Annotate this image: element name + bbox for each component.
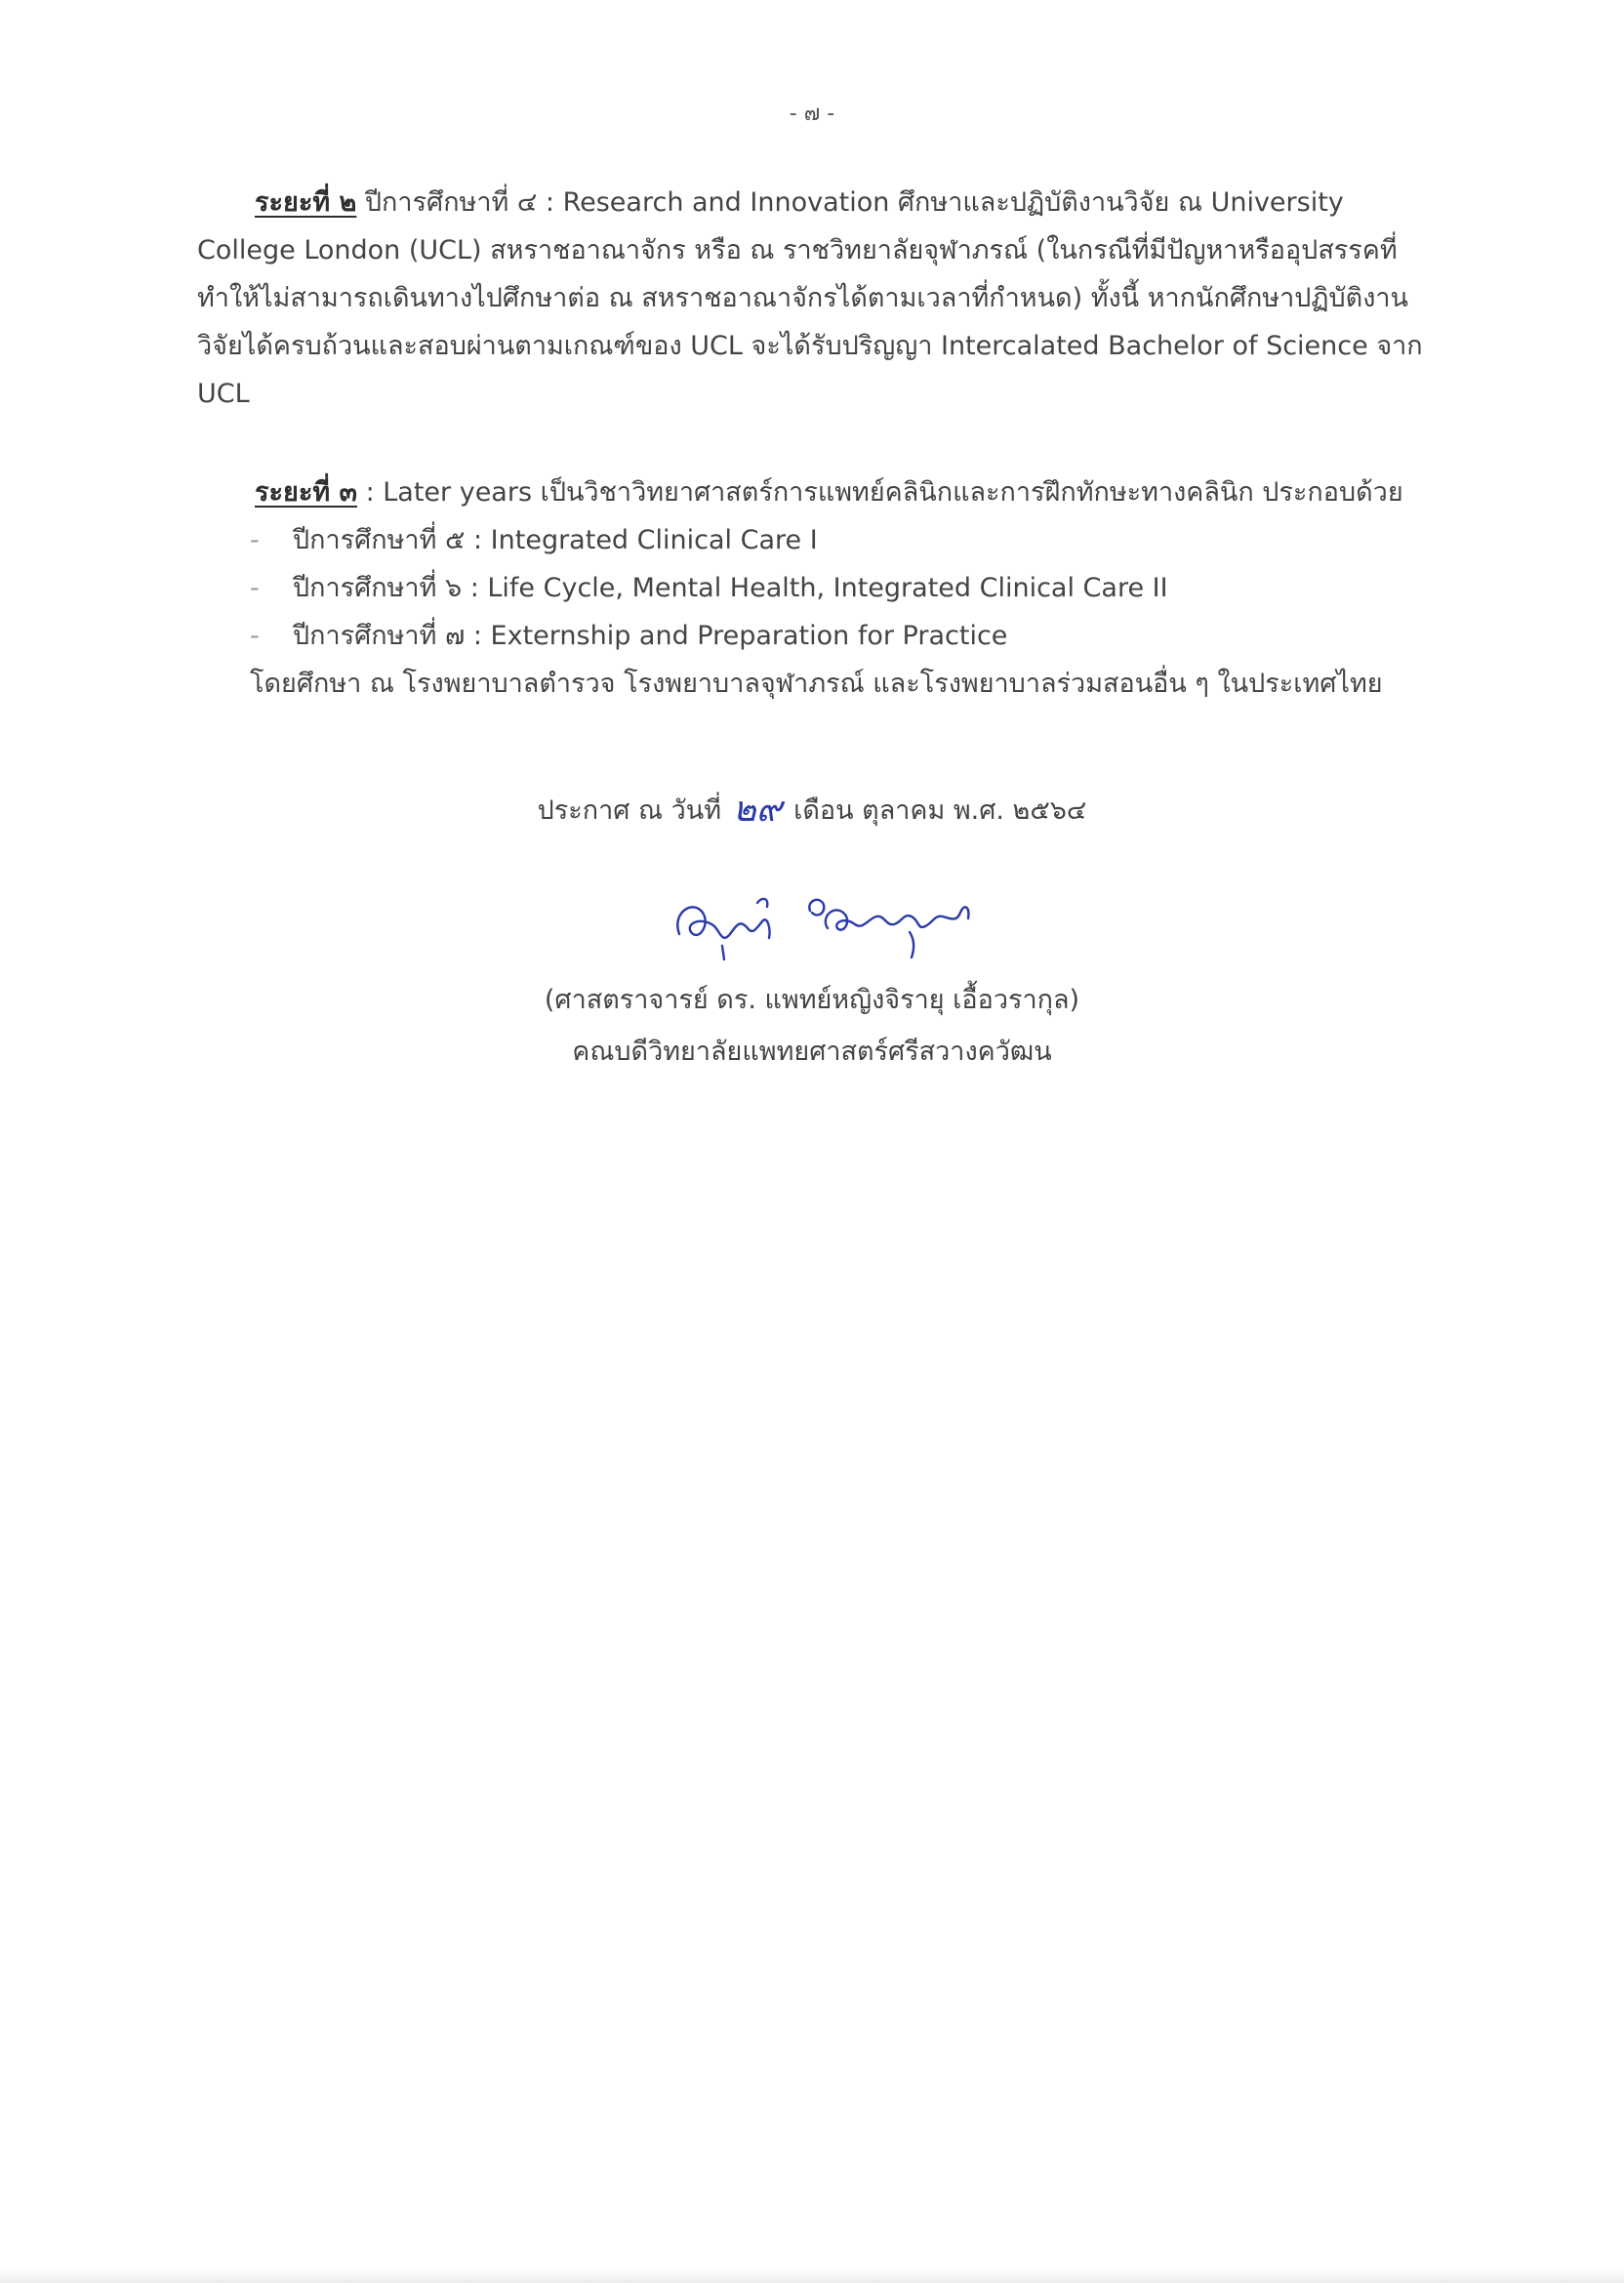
section-2-paragraph xyxy=(197,179,1448,418)
announcement-prefix: ประกาศ ณ วันที่ xyxy=(537,795,722,826)
announcement-date xyxy=(0,781,1624,836)
study-location-line: โดยศึกษา ณ โรงพยาบาลตำรวจ โรงพยาบาลจุฬาภรณ์ และโรงพยาบาลร่วมสอนอื่น ๆ ในประเทศไทย xyxy=(250,669,1383,699)
section-3-text: : Later years เป็นวิชาวิทยาศาสตร์การแพทย์คลินิกและการฝึกทักษะทางคลินิก ประกอบด้วย xyxy=(356,477,1403,508)
section-3-paragraph xyxy=(197,469,1448,516)
list-item: - ปีการศึกษาที่ ๕ : Integrated Clinical Care I xyxy=(250,516,1168,564)
list-item: - ปีการศึกษาที่ ๖ : Life Cycle, Mental Health, Integrated Clinical Care II xyxy=(250,564,1168,612)
signatory-title: คณบดีวิทยาลัยแพทยศาสตร์ศรีสวางควัฒน xyxy=(572,1037,1052,1067)
dash-bullet-icon: - xyxy=(250,525,260,555)
page-number: - ๗ - xyxy=(789,102,835,126)
section-2-text: ปีการศึกษาที่ ๔ : Research and Innovation ศึกษาและปฏิบัติงานวิจัย ณ University College London (UCL) สหราชอาณาจักร หรือ ณ ราชวิทยาลัยจุฬาภรณ์ (ในกรณีที่มีปัญหาหรืออุปสรรคที่ทำให้ไม่สามารถเดินทางไปศึกษาต่อ ณ สหราชอาณาจักรได้ตามเวลาที่กำหนด) ทั้งนี้ หากนักศึกษาปฏิบัติงานวิจัยได้ครบถ้วนและสอบผ่านตามเกณฑ์ของ UCL จะได้รับปริญญา Intercalated Bachelor of Science จาก UCL xyxy=(197,187,1423,409)
announcement-suffix: เดือน ตุลาคม พ.ศ. ๒๕๖๔ xyxy=(793,795,1087,826)
dash-bullet-icon: - xyxy=(250,621,260,651)
dash-bullet-icon: - xyxy=(250,573,260,603)
year-list xyxy=(250,516,1168,660)
section-3-label: ระยะที่ ๓ xyxy=(255,477,357,508)
handwritten-signature xyxy=(664,874,1015,981)
list-item: - ปีการศึกษาที่ ๗ : Externship and Preparation for Practice xyxy=(250,612,1168,660)
signatory-name: (ศาสตราจารย์ ดร. แพทย์หญิงจิรายุ เอื้อวรากุล) xyxy=(544,985,1080,1015)
handwritten-day: ๒๙ xyxy=(733,790,783,830)
section-2-label: ระยะที่ ๒ xyxy=(255,187,357,218)
page-bottom-edge xyxy=(0,2269,1624,2283)
